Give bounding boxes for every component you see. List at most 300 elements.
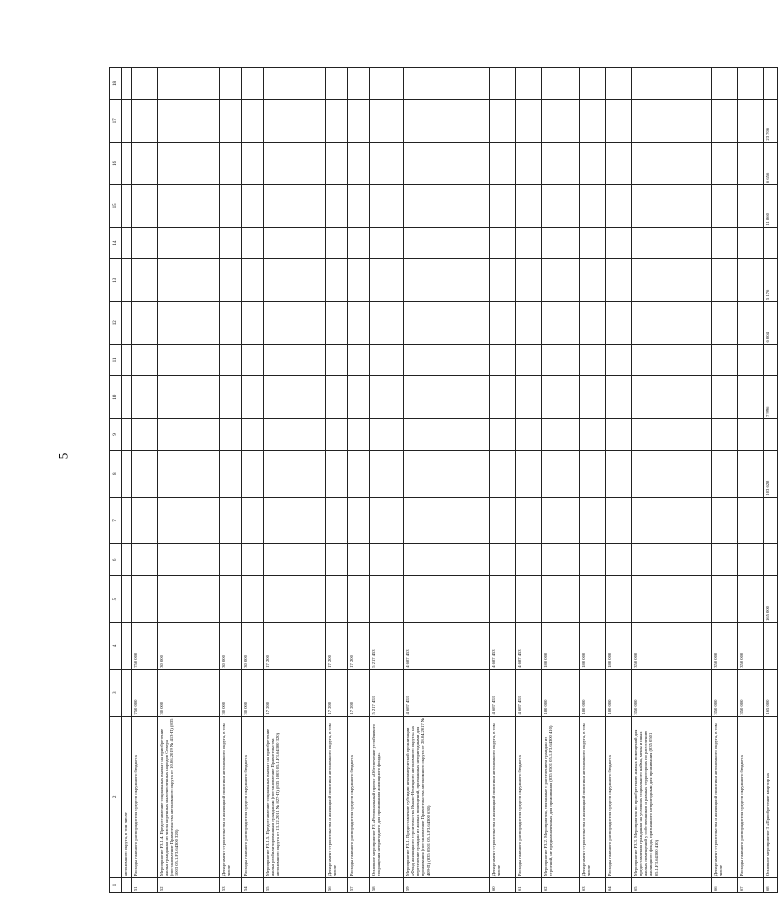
value-cell: [122, 68, 132, 100]
value-cell: [632, 302, 712, 345]
value-cell: 180 000: [606, 623, 632, 670]
value-cell: [264, 302, 326, 345]
value-cell: [220, 344, 242, 376]
value-cell: [326, 68, 348, 100]
value-cell: [404, 227, 490, 259]
value-cell: [122, 302, 132, 345]
value-cell: [242, 185, 264, 228]
column-header: 4: [110, 623, 122, 670]
value-cell: [606, 68, 632, 100]
value-cell: [764, 418, 778, 450]
value-cell: [490, 497, 516, 544]
value-cell: [516, 68, 542, 100]
value-cell: [158, 497, 220, 544]
value-cell: [632, 376, 712, 419]
row-number: 56: [326, 878, 348, 893]
row-description: Основное мероприятие 3 «Приобретение квартир на: [764, 716, 778, 878]
value-cell: [404, 142, 490, 185]
value-cell: [712, 227, 738, 259]
value-cell: [632, 68, 712, 100]
value-cell: [490, 185, 516, 228]
row-number: 63: [580, 878, 606, 893]
value-cell: 30 000: [220, 623, 242, 670]
table-row: [542, 68, 580, 893]
row-number: 67: [738, 878, 764, 893]
value-cell: [404, 497, 490, 544]
row-number: 68: [764, 878, 778, 893]
value-cell: [122, 450, 132, 497]
value-cell: [242, 302, 264, 345]
value-cell: [348, 344, 370, 376]
value-cell: [122, 623, 132, 670]
value-cell: [632, 344, 712, 376]
value-cell: [132, 450, 158, 497]
value-cell: [132, 497, 158, 544]
row-number: 54: [242, 878, 264, 893]
value-cell: [326, 376, 348, 419]
row-description: Мероприятие F3.3. Мероприятия по приобретению жилых помещений для предоставления гражданам на условиях социального найма, мены и иных жилых помещений у собственников и равных территориях по расселению жилищного фонда, признанного непригодным для проживания (835 0501 05.1.F3.64300 410): [632, 716, 712, 878]
value-cell: [404, 185, 490, 228]
table-row: [632, 68, 712, 893]
value-cell: [632, 576, 712, 623]
value-cell: 23 706: [764, 100, 778, 143]
value-cell: [122, 100, 132, 143]
row-number: 64: [606, 878, 632, 893]
value-cell: [404, 68, 490, 100]
value-cell: 30 000: [242, 669, 264, 716]
value-cell: [264, 544, 326, 576]
value-cell: [580, 497, 606, 544]
row-number: 57: [348, 878, 370, 893]
table-row: [370, 68, 404, 893]
value-cell: [264, 227, 326, 259]
value-cell: [738, 376, 764, 419]
value-cell: [122, 669, 132, 716]
column-header: 13: [110, 259, 122, 302]
value-cell: [764, 497, 778, 544]
table-rotation-wrapper: [109, 67, 770, 893]
value-cell: [516, 259, 542, 302]
value-cell: [158, 142, 220, 185]
value-cell: [326, 302, 348, 345]
page-number: 5: [55, 452, 71, 460]
value-cell: [370, 259, 404, 302]
value-cell: [132, 259, 158, 302]
table-row: [158, 68, 220, 893]
column-header: 14: [110, 227, 122, 259]
row-number: 65: [632, 878, 712, 893]
value-cell: [738, 185, 764, 228]
column-header: 12: [110, 302, 122, 345]
value-cell: [404, 544, 490, 576]
column-header: 18: [110, 68, 122, 100]
value-cell: [632, 497, 712, 544]
table-row: [712, 68, 738, 893]
value-cell: [580, 544, 606, 576]
row-number: 51: [132, 878, 158, 893]
column-header: 15: [110, 185, 122, 228]
value-cell: [326, 344, 348, 376]
value-cell: [516, 576, 542, 623]
value-cell: [348, 497, 370, 544]
value-cell: [580, 259, 606, 302]
value-cell: [348, 68, 370, 100]
column-header: 6: [110, 544, 122, 576]
value-cell: [606, 142, 632, 185]
value-cell: [122, 227, 132, 259]
value-cell: [122, 376, 132, 419]
value-cell: [370, 68, 404, 100]
value-cell: [158, 68, 220, 100]
row-description: Мероприятие F3.2. Мероприятия, связанные с расселением граждан из строений, не предназначенных для проживания (835 0501 05.1.F3.64300 410): [542, 716, 580, 878]
value-cell: [606, 376, 632, 419]
value-cell: [580, 576, 606, 623]
value-cell: [132, 68, 158, 100]
value-cell: [370, 497, 404, 544]
value-cell: [132, 418, 158, 450]
value-cell: [348, 450, 370, 497]
value-cell: [606, 544, 632, 576]
value-cell: 750 000: [132, 669, 158, 716]
row-number: 55: [264, 878, 326, 893]
value-cell: 4 687 453: [490, 623, 516, 670]
value-cell: [158, 100, 220, 143]
value-cell: 350 000: [712, 623, 738, 670]
value-cell: [516, 418, 542, 450]
value-cell: 7 996: [764, 376, 778, 419]
value-cell: [738, 576, 764, 623]
value-cell: [632, 142, 712, 185]
value-cell: [122, 544, 132, 576]
value-cell: [348, 100, 370, 143]
value-cell: [370, 418, 404, 450]
value-cell: [220, 376, 242, 419]
row-number: [122, 878, 132, 893]
value-cell: [580, 68, 606, 100]
value-cell: [606, 497, 632, 544]
value-cell: [220, 259, 242, 302]
value-cell: [132, 142, 158, 185]
row-description: Департамент строительства и жилищной политики автономного округа, в том числе: [712, 716, 738, 878]
value-cell: [738, 100, 764, 143]
value-cell: [264, 259, 326, 302]
value-cell: 5 217 453: [370, 623, 404, 670]
value-cell: 165 000: [764, 576, 778, 623]
value-cell: [764, 227, 778, 259]
value-cell: 30 000: [158, 669, 220, 716]
value-cell: [542, 227, 580, 259]
value-cell: [738, 544, 764, 576]
value-cell: [242, 576, 264, 623]
value-cell: [542, 344, 580, 376]
value-cell: [326, 576, 348, 623]
value-cell: [404, 576, 490, 623]
value-cell: [220, 544, 242, 576]
value-cell: [516, 142, 542, 185]
value-cell: [326, 142, 348, 185]
value-cell: [516, 227, 542, 259]
value-cell: [132, 185, 158, 228]
row-description: Расходы главного распорядителя средств окружного бюджета: [242, 716, 264, 878]
value-cell: 103 628: [764, 450, 778, 497]
value-cell: [242, 259, 264, 302]
value-cell: [404, 302, 490, 345]
table-row: [220, 68, 242, 893]
row-description: Департамент строительства и жилищной политики автономного округа, в том числе: [220, 716, 242, 878]
value-cell: [712, 376, 738, 419]
row-number: 58: [370, 878, 404, 893]
value-cell: [264, 100, 326, 143]
value-cell: [516, 497, 542, 544]
value-cell: [580, 185, 606, 228]
value-cell: 180 000: [606, 669, 632, 716]
value-cell: [370, 576, 404, 623]
value-cell: [158, 344, 220, 376]
table-row: [326, 68, 348, 893]
value-cell: [490, 259, 516, 302]
value-cell: [326, 100, 348, 143]
value-cell: [370, 227, 404, 259]
value-cell: [220, 418, 242, 450]
value-cell: [122, 185, 132, 228]
value-cell: [122, 576, 132, 623]
column-header: 8: [110, 450, 122, 497]
value-cell: [542, 450, 580, 497]
row-description: Мероприятие F3.1. Предоставление субсидии некоммерческой организации «Фонд жилищного строительства Ямало-Ненецкого автономного округа» на переселение граждан из жилых помещений, признанных непригодными для проживания (постановление Правительства автономного округа от 28.04.2017 № 409-П) (835 0501 05.1.F3.64300 630): [404, 716, 490, 878]
value-cell: [220, 227, 242, 259]
value-cell: [326, 227, 348, 259]
value-cell: [542, 259, 580, 302]
value-cell: [712, 302, 738, 345]
value-cell: [606, 302, 632, 345]
value-cell: [580, 142, 606, 185]
row-description: Департамент строительства и жилищной политики автономного округа, в том числе: [326, 716, 348, 878]
value-cell: [516, 544, 542, 576]
value-cell: [542, 376, 580, 419]
value-cell: [132, 544, 158, 576]
value-cell: [712, 185, 738, 228]
table-row: [132, 68, 158, 893]
value-cell: [158, 302, 220, 345]
rotated-table-area: [109, 67, 770, 893]
value-cell: [606, 100, 632, 143]
value-cell: [264, 68, 326, 100]
row-number: 62: [542, 878, 580, 893]
value-cell: 180 000: [542, 623, 580, 670]
value-cell: [264, 185, 326, 228]
table-row: [404, 68, 490, 893]
value-cell: [264, 450, 326, 497]
row-description: Расходы главного распорядителя средств окружного бюджета: [738, 716, 764, 878]
value-cell: [242, 544, 264, 576]
value-cell: 17 200: [348, 623, 370, 670]
row-description: Расходы главного распорядителя средств окружного бюджета: [348, 716, 370, 878]
value-cell: [370, 376, 404, 419]
value-cell: [122, 344, 132, 376]
value-cell: [132, 227, 158, 259]
column-header: 7: [110, 497, 122, 544]
column-header: 16: [110, 142, 122, 185]
value-cell: [712, 100, 738, 143]
value-cell: 350 000: [738, 623, 764, 670]
value-cell: [712, 259, 738, 302]
value-cell: [326, 497, 348, 544]
value-cell: 17 200: [348, 669, 370, 716]
value-cell: [158, 544, 220, 576]
value-cell: [348, 418, 370, 450]
row-number: 52: [158, 878, 220, 893]
value-cell: 5 217 453: [370, 669, 404, 716]
value-cell: [606, 185, 632, 228]
value-cell: 180 000: [542, 669, 580, 716]
value-cell: [158, 259, 220, 302]
value-cell: [242, 376, 264, 419]
value-cell: [348, 302, 370, 345]
value-cell: [580, 100, 606, 143]
value-cell: 5 176: [764, 259, 778, 302]
table-row: [764, 68, 778, 893]
value-cell: [264, 576, 326, 623]
value-cell: [738, 142, 764, 185]
value-cell: [606, 418, 632, 450]
value-cell: [490, 576, 516, 623]
value-cell: [264, 344, 326, 376]
value-cell: [580, 376, 606, 419]
value-cell: [542, 100, 580, 143]
value-cell: [158, 227, 220, 259]
column-header: 17: [110, 100, 122, 143]
value-cell: [516, 450, 542, 497]
value-cell: [404, 344, 490, 376]
column-header: 3: [110, 669, 122, 716]
row-description: Департамент строительства и жилищной политики автономного округа, в том числе: [580, 716, 606, 878]
value-cell: [122, 418, 132, 450]
table-row: [738, 68, 764, 893]
value-cell: [326, 544, 348, 576]
value-cell: [348, 142, 370, 185]
table-row: [348, 68, 370, 893]
value-cell: [490, 227, 516, 259]
value-cell: [738, 68, 764, 100]
value-cell: [490, 418, 516, 450]
row-number: 53: [220, 878, 242, 893]
value-cell: 4 687 453: [516, 669, 542, 716]
table-row: [516, 68, 542, 893]
value-cell: [348, 227, 370, 259]
value-cell: [490, 450, 516, 497]
column-header: 1: [110, 878, 122, 893]
value-cell: [712, 576, 738, 623]
value-cell: [158, 376, 220, 419]
row-description: Расходы главного распорядителя средств окружного бюджета: [516, 716, 542, 878]
value-cell: [606, 450, 632, 497]
value-cell: 4 687 453: [516, 623, 542, 670]
value-cell: [242, 344, 264, 376]
value-cell: [580, 227, 606, 259]
value-cell: [158, 450, 220, 497]
value-cell: [632, 418, 712, 450]
value-cell: [404, 450, 490, 497]
column-header: 9: [110, 418, 122, 450]
value-cell: [712, 450, 738, 497]
value-cell: [606, 576, 632, 623]
value-cell: [220, 450, 242, 497]
table-row: [264, 68, 326, 893]
value-cell: [712, 142, 738, 185]
value-cell: [370, 100, 404, 143]
value-cell: 17 200: [264, 669, 326, 716]
value-cell: [632, 100, 712, 143]
row-description: Расходы главного распорядителя средств окружного бюджета: [606, 716, 632, 878]
value-cell: [738, 259, 764, 302]
value-cell: [490, 544, 516, 576]
value-cell: [542, 68, 580, 100]
value-cell: [490, 344, 516, 376]
value-cell: [516, 302, 542, 345]
value-cell: [370, 344, 404, 376]
value-cell: [606, 259, 632, 302]
value-cell: [580, 302, 606, 345]
value-cell: [738, 418, 764, 450]
value-cell: [764, 623, 778, 670]
value-cell: [132, 376, 158, 419]
column-header: 5: [110, 576, 122, 623]
value-cell: 350 000: [738, 669, 764, 716]
value-cell: [542, 142, 580, 185]
value-cell: 6 656: [764, 142, 778, 185]
value-cell: [490, 302, 516, 345]
row-description: Мероприятие F3.1.5. Предоставление социальных выплат на приобретение жилья реабилитированным гражданам (постановление Правительства автономного округа от 13.12.2011 № 827-П) (835 1003 05.1.F3.64300 320): [264, 716, 326, 878]
value-cell: [122, 142, 132, 185]
value-cell: [242, 418, 264, 450]
value-cell: [220, 576, 242, 623]
value-cell: [632, 259, 712, 302]
value-cell: 350 000: [632, 623, 712, 670]
value-cell: [580, 450, 606, 497]
value-cell: [220, 142, 242, 185]
value-cell: [516, 344, 542, 376]
value-cell: [220, 497, 242, 544]
value-cell: 750 000: [132, 623, 158, 670]
value-cell: [132, 576, 158, 623]
value-cell: [712, 344, 738, 376]
value-cell: [542, 302, 580, 345]
value-cell: [370, 185, 404, 228]
table-row: [242, 68, 264, 893]
table-row: [580, 68, 606, 893]
value-cell: 350 000: [632, 669, 712, 716]
row-description: Мероприятие F3.1.4. Предоставление социальных выплат на приобретение жилья гражданам из числа коренных малочисленных народов Севера (постановление Правительства автономного округа от 10.06.2019 № 413-П) (835 1003 05.1.F3.64300 320): [158, 716, 220, 878]
value-cell: [122, 497, 132, 544]
value-cell: [764, 544, 778, 576]
value-cell: 30 000: [242, 623, 264, 670]
value-cell: [764, 68, 778, 100]
value-cell: [632, 185, 712, 228]
value-cell: [326, 259, 348, 302]
row-description: Департамент строительства и жилищной политики автономного округа, в том числе: [490, 716, 516, 878]
value-cell: 350 000: [712, 669, 738, 716]
value-cell: [490, 68, 516, 100]
value-cell: [220, 302, 242, 345]
value-cell: 180 000: [580, 669, 606, 716]
value-cell: [348, 376, 370, 419]
value-cell: [242, 450, 264, 497]
table-body: [122, 68, 778, 893]
value-cell: [242, 227, 264, 259]
value-cell: [326, 450, 348, 497]
value-cell: [580, 418, 606, 450]
value-cell: [348, 576, 370, 623]
